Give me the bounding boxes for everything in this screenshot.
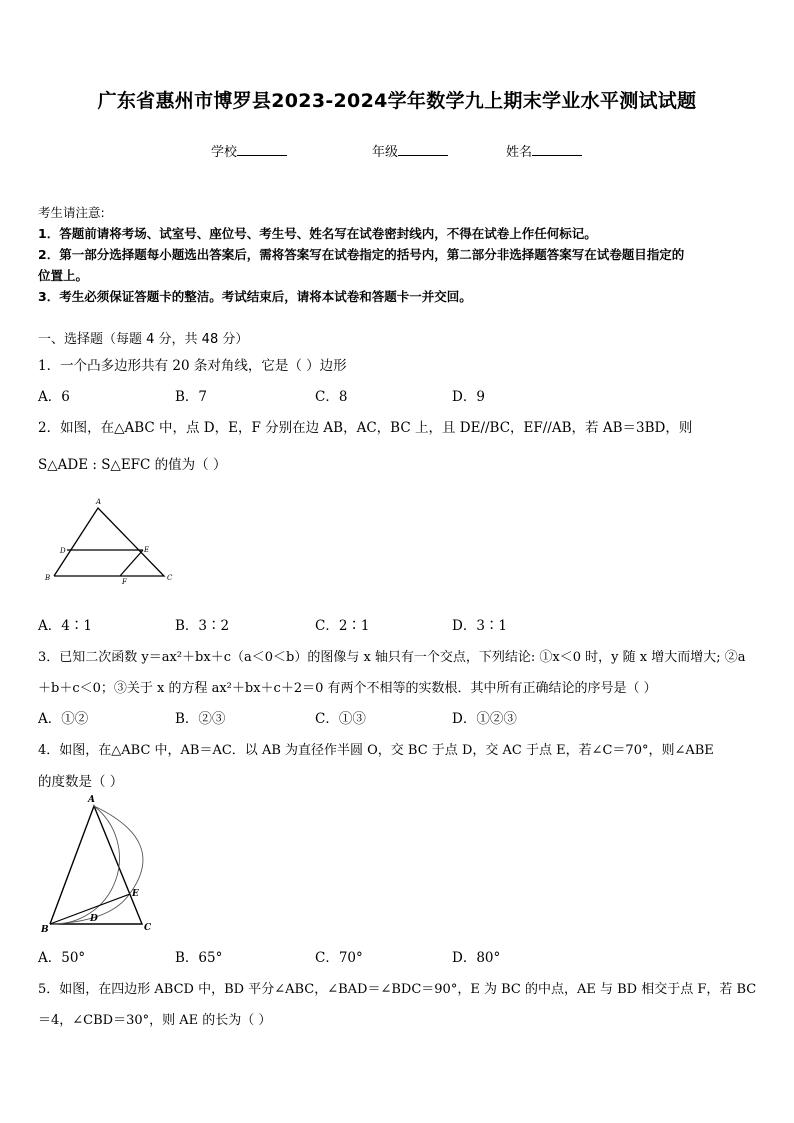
q4-option-b: B．65° bbox=[175, 950, 223, 966]
school-blank bbox=[237, 143, 287, 156]
q2-triangle-figure bbox=[40, 494, 180, 586]
q1-option-a: A．6 bbox=[38, 389, 70, 405]
name-label: 姓名 bbox=[506, 145, 533, 160]
q3-option-c: C．①③ bbox=[315, 711, 366, 727]
name-field bbox=[506, 141, 582, 160]
q4-semicircle-figure bbox=[38, 792, 168, 936]
notice-item-2-cont: 位置上。 bbox=[38, 268, 89, 283]
q2-option-c: C．2∶1 bbox=[315, 618, 370, 634]
q4-label-b: B bbox=[41, 925, 49, 935]
q2-option-d: D．3∶1 bbox=[452, 618, 508, 634]
q4-label-a: A bbox=[88, 795, 95, 805]
section-heading: 一、选择题（每题 4 分，共 48 分） bbox=[38, 332, 249, 347]
q4-option-a: A．50° bbox=[38, 950, 86, 966]
school-field bbox=[211, 141, 287, 160]
q5-stem-line1: 5．如图，在四边形 ABCD 中，BD 平分∠ABC，∠BAD＝∠BDC＝90°，E 为 BC 的中点，AE 与 BD 相交于点 F，若 BC bbox=[38, 982, 757, 997]
q1-option-b: B．7 bbox=[175, 389, 208, 405]
q1-stem: 1．一个凸多边形共有 20 条对角线，它是（ ）边形 bbox=[38, 358, 347, 374]
grade-field bbox=[372, 141, 448, 160]
q1-option-c: C．8 bbox=[315, 389, 348, 405]
q2-label-a: A bbox=[96, 498, 102, 506]
q3-option-d: D．①②③ bbox=[452, 711, 517, 727]
notice-item-1: 1．答题前请将考场、试室号、座位号、考生号、姓名写在试卷密封线内，不得在试卷上作任何标记。 bbox=[38, 226, 597, 241]
q2-label-e: E bbox=[144, 546, 150, 554]
school-label: 学校 bbox=[211, 145, 238, 160]
q4-option-c: C．70° bbox=[315, 950, 363, 966]
q2-label-b: B bbox=[45, 574, 51, 582]
q3-stem-line1: 3．已知二次函数 y＝ax²＋bx＋c（a＜0＜b）的图像与 x 轴只有一个交点，下列结论: ①x＜0 时，y 随 x 增大而增大; ②a bbox=[38, 650, 746, 665]
q2-option-b: B．3∶2 bbox=[175, 618, 230, 634]
q4-label-d: D bbox=[90, 914, 98, 924]
name-blank bbox=[532, 143, 582, 156]
grade-label: 年级 bbox=[372, 145, 399, 160]
q4-stem-line2: 的度数是（ ） bbox=[38, 774, 124, 790]
notice-item-3: 3．考生必须保证答题卡的整洁。考试结束后，请将本试卷和答题卡一并交回。 bbox=[38, 289, 472, 304]
grade-blank bbox=[398, 143, 448, 156]
q3-option-b: B．②③ bbox=[175, 711, 226, 727]
q5-stem-line2: ＝4，∠CBD＝30°，则 AE 的长为（ ） bbox=[38, 1013, 272, 1028]
notice-heading: 考生请注意: bbox=[38, 205, 105, 220]
q4-option-d: D．80° bbox=[452, 950, 501, 966]
exam-title: 广东省惠州市博罗县2023-2024学年数学九上期末学业水平测试试题 bbox=[97, 90, 697, 112]
q4-label-c: C bbox=[144, 923, 152, 933]
q2-stem-line2: S△ADE : S△EFC 的值为（ ） bbox=[38, 457, 227, 473]
q2-label-c: C bbox=[167, 574, 173, 582]
q2-label-f: F bbox=[122, 578, 127, 586]
q4-label-e: E bbox=[132, 889, 139, 899]
q2-label-d: D bbox=[60, 547, 66, 555]
q2-option-a: A．4∶1 bbox=[38, 618, 92, 634]
q4-stem-line1: 4．如图，在△ABC 中，AB＝AC．以 AB 为直径作半圆 O，交 BC 于点 D，交 AC 于点 E，若∠C＝70°，则∠ABE bbox=[38, 743, 714, 758]
q2-stem-line1: 2．如图，在△ABC 中，点 D，E，F 分别在边 AB，AC，BC 上，且 DE//BC，EF//AB，若 AB＝3BD，则 bbox=[38, 420, 693, 436]
q3-stem-line2: ＋b＋c＜0；③关于 x 的方程 ax²＋bx＋c＋2＝0 有两个不相等的实数根．其中所有正确结论的序号是（ ） bbox=[38, 681, 657, 696]
q1-option-d: D．9 bbox=[452, 389, 485, 405]
notice-item-2: 2．第一部分选择题每小题选出答案后，需将答案写在试卷指定的括号内，第二部分非选择题答案写在试卷题目指定的 bbox=[38, 247, 685, 262]
q3-option-a: A．①② bbox=[38, 711, 89, 727]
